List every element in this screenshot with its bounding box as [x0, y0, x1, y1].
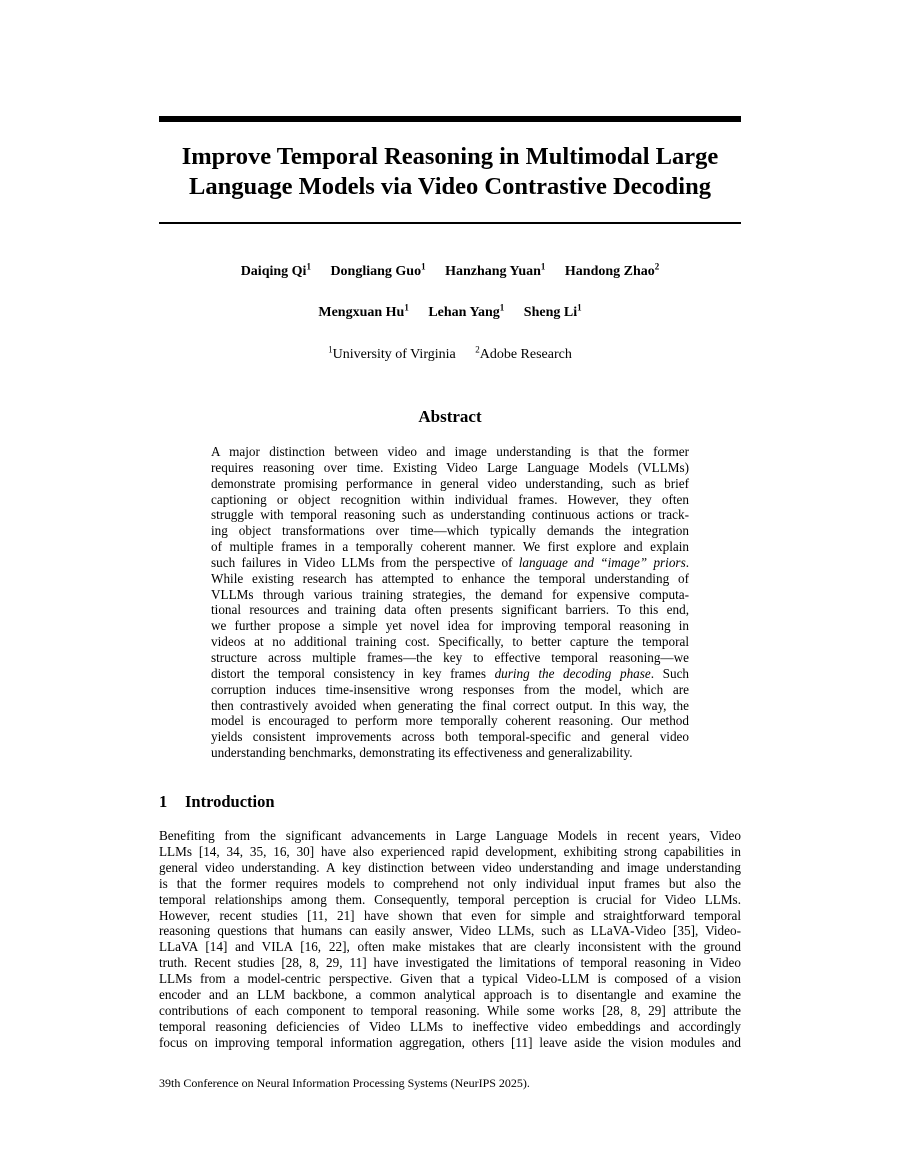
abstract-line: A major distinction between video and image understanding is that the former — [211, 444, 689, 459]
authors-row-1 — [159, 263, 741, 281]
section-title: Introduction — [185, 792, 275, 811]
intro-line: temporal relationships among them. Consequently, temporal perception is crucial for Video LLMs. — [159, 891, 741, 907]
abstract-line: then contrastively avoided when generating the final correct output. In this way, the — [211, 697, 689, 713]
abstract-line: demonstrate promising performance in general video understanding, such as brief — [211, 475, 689, 491]
abstract-heading: Abstract — [418, 407, 482, 426]
abstract-line: corruption induces time-insensitive wrong responses from the model, which are — [211, 681, 689, 697]
abstract-line: of multiple frames in a temporally coherent manner. We first explore and explain — [211, 539, 689, 555]
section-number: 1 — [159, 792, 168, 811]
intro-line: is that the former requires models to comprehend not only individual input frames but also the — [159, 875, 741, 891]
abstract-line: While existing research has attempted to enhance the temporal understanding of — [211, 570, 689, 586]
italic-phrase: language and “image” priors — [518, 554, 686, 570]
intro-line: Benefiting from the significant advancements in Large Language Models in recent years, Video — [159, 828, 741, 843]
introduction-body — [159, 828, 741, 1051]
intro-line: contributions of each component to temporal reasoning. While some works [28, 8, 29] attribute the — [159, 1002, 741, 1018]
author: Lehan Yang$^1$ — [428, 302, 505, 320]
conference-footer: 39th Conference on Neural Information Processing Systems (NeurIPS 2025). — [159, 1076, 530, 1090]
intro-line: LLaVA [14] and VILA [16, 22], often make mistakes that are clearly inconsistent with the ground — [159, 939, 741, 955]
affiliation: $^1$University of Virginia — [328, 344, 456, 362]
intro-line: reasoning questions that humans can easily answer, Video LLMs, such as LLaVA-Video [35], Video- — [159, 923, 741, 939]
affiliations — [159, 346, 741, 364]
author: Mengxuan Hu$^1$ — [318, 302, 409, 320]
abstract-line: understanding benchmarks, demonstrating its effectiveness and generalizability. — [211, 745, 633, 761]
intro-line: focus on improving temporal information aggregation, others [11] leave aside the vision modules and — [159, 1034, 741, 1050]
abstract-line: struggle with temporal reasoning such as understanding continuous actions or track- — [211, 507, 689, 523]
intro-line: LLMs from a model-centric perspective. Given that a typical Video-LLM is composed of a vision — [159, 971, 741, 987]
affiliation: $^2$Adobe Research — [475, 344, 572, 362]
title-rule-top — [159, 116, 741, 122]
author: Dongliang Guo$^1$ — [330, 261, 426, 279]
abstract-line: ing object transformations over time—which typically demands the integration — [211, 523, 689, 539]
abstract-line: we further propose a simple yet novel idea for improving temporal reasoning in — [211, 618, 689, 634]
author: Sheng Li$^1$ — [523, 302, 582, 320]
intro-line: LLMs [14, 34, 35, 16, 30] have also experienced rapid development, exhibiting strong capabilities in — [159, 843, 741, 859]
title-rule-bottom — [159, 222, 741, 224]
abstract-line: tional resources and training data often presents significant barriers. To this end, — [211, 602, 689, 618]
italic-phrase: during the decoding phase — [494, 665, 651, 681]
authors-row-2 — [159, 304, 741, 322]
abstract-line: structure across multiple frames—the key to effective temporal reasoning—we — [211, 649, 689, 665]
abstract-line: such failures in Video LLMs from the perspective of language and “image” priors. — [211, 554, 689, 570]
author: Hanzhang Yuan$^1$ — [445, 261, 546, 279]
author: Daiqing Qi$^1$ — [240, 261, 311, 279]
abstract-body — [211, 444, 689, 761]
abstract-line: model is encouraged to perform more temporally coherent reasoning. Our method — [211, 713, 689, 729]
intro-line: encoder and an LLM backbone, a common analytical approach is to disentangle and examine the — [159, 987, 741, 1003]
intro-line: general video understanding. A key distinction between video understanding and image understanding — [159, 859, 741, 875]
abstract-line: requires reasoning over time. Existing Video Large Language Models (VLLMs) — [211, 459, 689, 475]
abstract-line: yields consistent improvements across both temporal-specific and general video — [211, 729, 689, 745]
abstract-line: VLLMs through various training strategies, the demand for expensive computa- — [211, 586, 689, 602]
author: Handong Zhao$^2$ — [564, 261, 660, 279]
intro-line: truth. Recent studies [28, 8, 29, 11] have investigated the limitations of temporal reasoning in Video — [159, 955, 741, 971]
intro-line: temporal reasoning deficiencies of Video LLMs to ineffective video embeddings and accordingly — [159, 1018, 741, 1034]
intro-line: However, recent studies [11, 21] have shown that even for simple and straightforward temporal — [159, 907, 741, 923]
abstract-line: videos at no additional training cost. Specifically, to better capture the temporal — [211, 634, 689, 650]
paper-title: Improve Temporal Reasoning in Multimodal Large Language Models via Video Contrastive Decoding — [181, 143, 719, 200]
abstract-line: distort the temporal consistency in key frames during the decoding phase. Such — [211, 665, 690, 681]
section-heading-introduction — [159, 792, 275, 812]
abstract-line: captioning or object recognition within individual frames. However, they often — [211, 491, 689, 507]
